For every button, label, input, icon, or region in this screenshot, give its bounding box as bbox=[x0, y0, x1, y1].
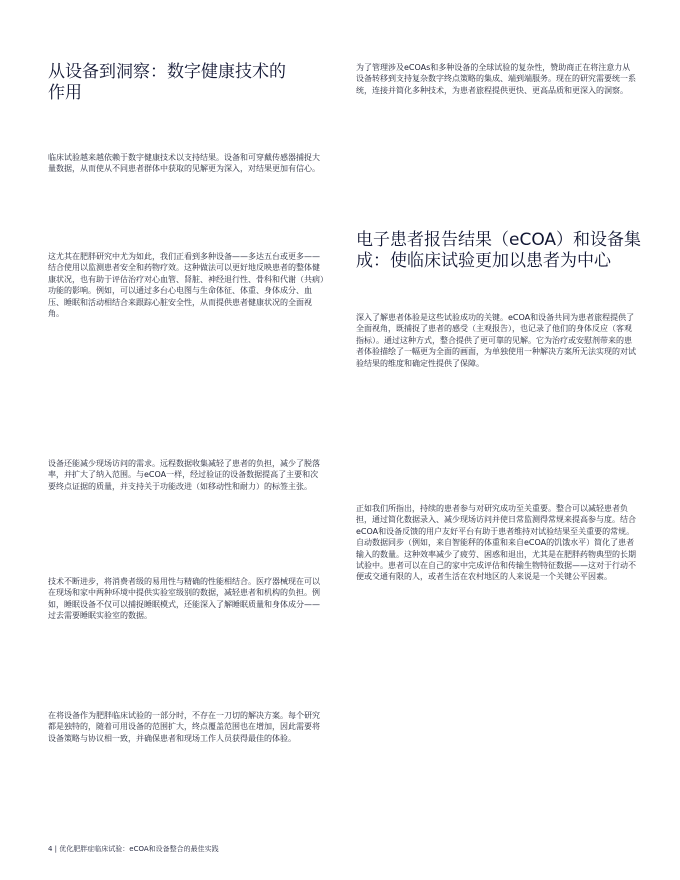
right-paragraph-2: 正如我们所指出，持续的患者参与对研究成功至关重要。整合可以减轻患者负担，通过简化数据录入、减少现场访问并使日常监测得常规来提高参与度。结合eCOA和设备反馈的用户友好平台有助于患者维持对试验结果至关重要的常规。自动数据同步（例如，来自智能秤的体重和来自eCOA的饥饿水平）简化了患者输入的数量。这种效率减少了疲劳、困惑和退出，尤其是在肥胖药物典型的长期试验中。患者可以在自己的家中完成评估和传输生物特征数据——这对于行动不便或交通有限的人，或者生活在农村地区的人来说是一个关键公平因素。 bbox=[356, 504, 636, 582]
left-paragraph-4: 技术不断进步，将消费者级的易用性与精确的性能相结合。医疗器械现在可以在现场和家中两种环境中提供实验室级别的数据，减轻患者和机构的负担。例如，睡眠设备不仅可以捕捉睡眠模式，还能深入了解睡眠质量和身体成分——过去需要睡眠实验室的数据。 bbox=[48, 577, 320, 621]
left-heading: 从设备到洞察：数字健康技术的作用 bbox=[48, 62, 286, 103]
right-intro-paragraph: 为了管理涉及eCOAs和多种设备的全球试验的复杂性，赞助商正在将注意力从设备转移到支持复杂数字终点策略的集成、端到端服务。现在的研究需要统一系统，连接并简化多种技术，为患者旅程提供更快、更高品质和更深入的洞察。 bbox=[356, 63, 636, 95]
left-paragraph-2: 这尤其在肥胖研究中尤为如此，我们正看到多种设备——多达五台或更多——结合使用以监测患者安全和药物疗效。这种做法可以更好地反映患者的整体健康状况，也有助于评估治疗对心血管、肾脏、神经退行性、骨科和代谢（共病）功能的影响。例如，可以通过多台心电图与生命体征、体重、身体成分、血压、睡眠和活动相结合来跟踪心脏安全性，从而提供患者健康状况的全面视角。 bbox=[48, 252, 324, 319]
page-footer: 4 | 优化肥胖症临床试验：eCOA和设备整合的最佳实践 bbox=[48, 845, 219, 853]
right-paragraph-1: 深入了解患者体验是这些试验成功的关键。eCOA和设备共同为患者旅程提供了全面视角，既捕捉了患者的感受（主观报告），也记录了他们的身体反应（客观指标）。通过这种方式，整合提供了更可靠的见解。它为治疗或安慰剂带来的患者体验描绘了一幅更为全面的画面，为单独使用一种解决方案所无法实现的对试验结果的维度和确定性提供了保障。 bbox=[356, 313, 636, 368]
left-paragraph-5: 在将设备作为肥胖临床试验的一部分时，不存在一刀切的解决方案。每个研究都是独特的，随着可用设备的范围扩大，终点覆盖范围也在增加，因此需要将设备策略与协议相一致，并确保患者和现场工作人员获得最佳的体验。 bbox=[48, 711, 320, 743]
left-paragraph-3: 设备还能减少现场访问的需求。远程数据收集减轻了患者的负担，减少了脱落率，并扩大了纳入范围。与eCOA一样，经过验证的设备数据提高了主要和次要终点证据的质量，并支持关于功能改进（如移动性和耐力）的标签主张。 bbox=[48, 459, 320, 491]
right-heading: 电子患者报告结果（eCOA）和设备集成：使临床试验更加以患者为中心 bbox=[356, 230, 642, 271]
left-paragraph-1: 临床试验越来越依赖于数字健康技术以支持结果。设备和可穿戴传感器捕捉大量数据，从而使从不同患者群体中获取的见解更为深入，对结果更加有信心。 bbox=[48, 153, 320, 174]
